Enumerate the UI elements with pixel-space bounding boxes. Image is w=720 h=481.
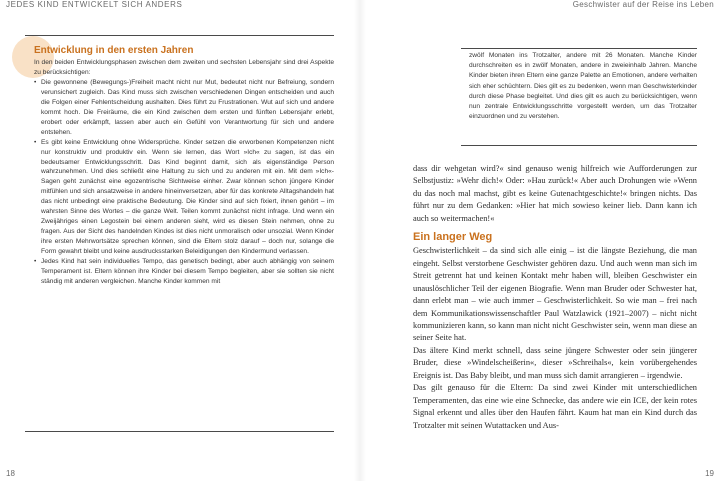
info-box-continued-text: zwölf Monaten ins Trotzalter, andere mit 26 Monaten. Manche Kinder durchschreiten es in zwölf Monaten, andere in zweieinhalb Jahren. Manche Kinder bieten ihren Eltern eine ganze Palette an Emotionen, andere verhalten sich eher schüchtern. Dies gilt es zu bedenken, wenn man Geschwisterkinder durch diese Phase begleitet. Und dies gilt es auch zu berücksichtigen, wenn nun zentrale Entwicklungsschritte vorgestellt werden, um das Trotzalter einzuordnen und zu verstehen.	[469, 52, 697, 121]
info-box-title: Entwicklung in den ersten Jahren	[34, 45, 194, 56]
running-head-left: JEDES KIND ENTWICKELT SICH ANDERS	[6, 0, 183, 9]
body-paragraph: Das gilt genauso für die Eltern: Da sind zwei Kinder mit unterschiedlichen Temperamenten, das eine wie eine Schnecke, das andere wie ein ICE, der kein rotes Signal erkennt und alles über den Haufen fährt. Kaum hat man ein Kind durch das Trotzalter mit seinen Wutattacken und Aus-	[413, 383, 697, 430]
info-box-left	[25, 34, 334, 287]
info-box-content	[25, 58, 334, 287]
page-number-right: 19	[705, 469, 714, 478]
main-body-text	[413, 163, 697, 432]
info-box-continued	[461, 48, 697, 122]
page-number-left: 18	[6, 469, 15, 478]
body-paragraph: Das ältere Kind merkt schnell, dass seine jüngere Schwester oder sein jüngerer Bruder, diese »Windelscheißerin«, dieser »Schreihals«, kein vorübergehendes Ereignis ist. Das Baby bleibt, und man muss sich damit arrangieren – irgendwie.	[413, 345, 697, 380]
info-box-bullet-item: • Die gewonnene (Bewegungs-)Freiheit macht nicht nur Mut, bedeutet nicht nur Befreiung, sondern verunsichert zugleich. Das Kind muss sich zwischen verschiedenen Dingen entscheiden und auch die Folgen einer Fehlentscheidung aushalten. Dies führt zu Frustrationen. Wut auf sich und andere kommt hoch. Die Freiräume, die ein Kind zwischen dem ersten und fünften Lebensjahr erlebt, erobert oder erkämpft, lassen aber auch ein Gefühl von Verantwortung für sich und andere entstehen.	[34, 78, 334, 138]
body-paragraph: Geschwisterlichkeit – da sind sich alle einig – ist die längste Beziehung, die man eingeht. Selbst verstorbene Geschwister gehören dazu. Und auch wenn man sich im Streit getrennt hat und keinen Kontakt mehr haben will, bleiben Geschwister ein unauslöschlicher Teil der eigenen Biografie. Wenn man Bruder oder Schwester hat, dann erlebt man – wie auch immer – Geschwisterlichkeit. So wie man – frei nach dem Kommunikationswissenschaftler Paul Watzlawick (1921–2007) – nicht nicht kommunizieren kann, so kann man nicht nicht Geschwister sein, wenn man diese an seiner Seite hat.	[413, 246, 697, 343]
section-heading: Ein langer Weg	[413, 231, 493, 244]
book-spine-shadow	[354, 0, 366, 481]
box-right-bottom-rule	[461, 145, 697, 146]
body-paragraph: dass dir wehgetan wird?« sind genauso wenig hilfreich wie Aufforderungen zur Selbstjustiz: »Wehr dich!« Oder: »Hau zurück!« Aber auch Drohungen wie »Wenn du das noch mal machst, gibt es keine Gutenachtgeschichte!« bringen nichts. Das führt nur zu dem Gedanken: »Hier hat mich sowieso keiner lieb. Dann kann ich auch so weitermachen!«	[413, 164, 697, 223]
info-box-bullet-item: • Es gibt keine Entwicklung ohne Widersprüche. Kinder setzen die erworbenen Kompetenzen nicht nur konstruktiv und produktiv ein. Wenn sie lernen, das Wort »Ich« zu sagen, ist das ein bedeutsamer Entwicklungsschritt. Das Kind beginnt damit, sich als eigenständige Person wahrzunehmen. Und dies schließt eine Haltung zu sich und zu anderen mit ein. Mit dem »Ich«-Sagen geht zunächst eine egozentrische Sichtweise einher. Zwar können schon jüngere Kinder mitfühlen und sich ansatzweise in andere hineinversetzen, aber für das konkrete Alltagshandeln hat das nicht unbedingt eine praktische Bedeutung. Die Kinder sind auf sich fixiert, ihnen gehört – im wahrsten Sinne des Wortes – die ganze Welt. Teilen kommt zunächst nicht infrage. Und wenn ein Zweijähriges einen Legostein bei einem anderen sieht, wird es diesen Stein nehmen, ohne zu fragen. Aus der Sicht des handelnden Kindes ist dies nicht unmoralisch oder unsozial. Wenn Kinder ihre ersten Mehrwortsätze sprechen können, sind die Eltern stolz darauf – doch nur, solange die Form gewahrt bleibt und keine ausdrucksstarken Beleidigungen den Kindermund verlassen.	[34, 138, 334, 257]
info-box-intro: In den beiden Entwicklungsphasen zwischen dem zweiten und sechsten Lebensjahr sind drei Aspekte zu berücksichtigen:	[34, 59, 334, 76]
info-box-bullet-list	[34, 78, 334, 287]
info-box-bullet-item: • Jedes Kind hat sein individuelles Tempo, das genetisch bedingt, aber auch abhängig von seinem Temperament ist. Eltern können ihre Kinder bei diesem Tempo begleiten, aber sie sollten sie nicht ständig mit anderen vergleichen. Manche Kinder kommen mit	[34, 257, 334, 287]
running-head-right: Geschwister auf der Reise ins Leben	[572, 0, 714, 9]
box-left-bottom-rule	[25, 431, 334, 432]
